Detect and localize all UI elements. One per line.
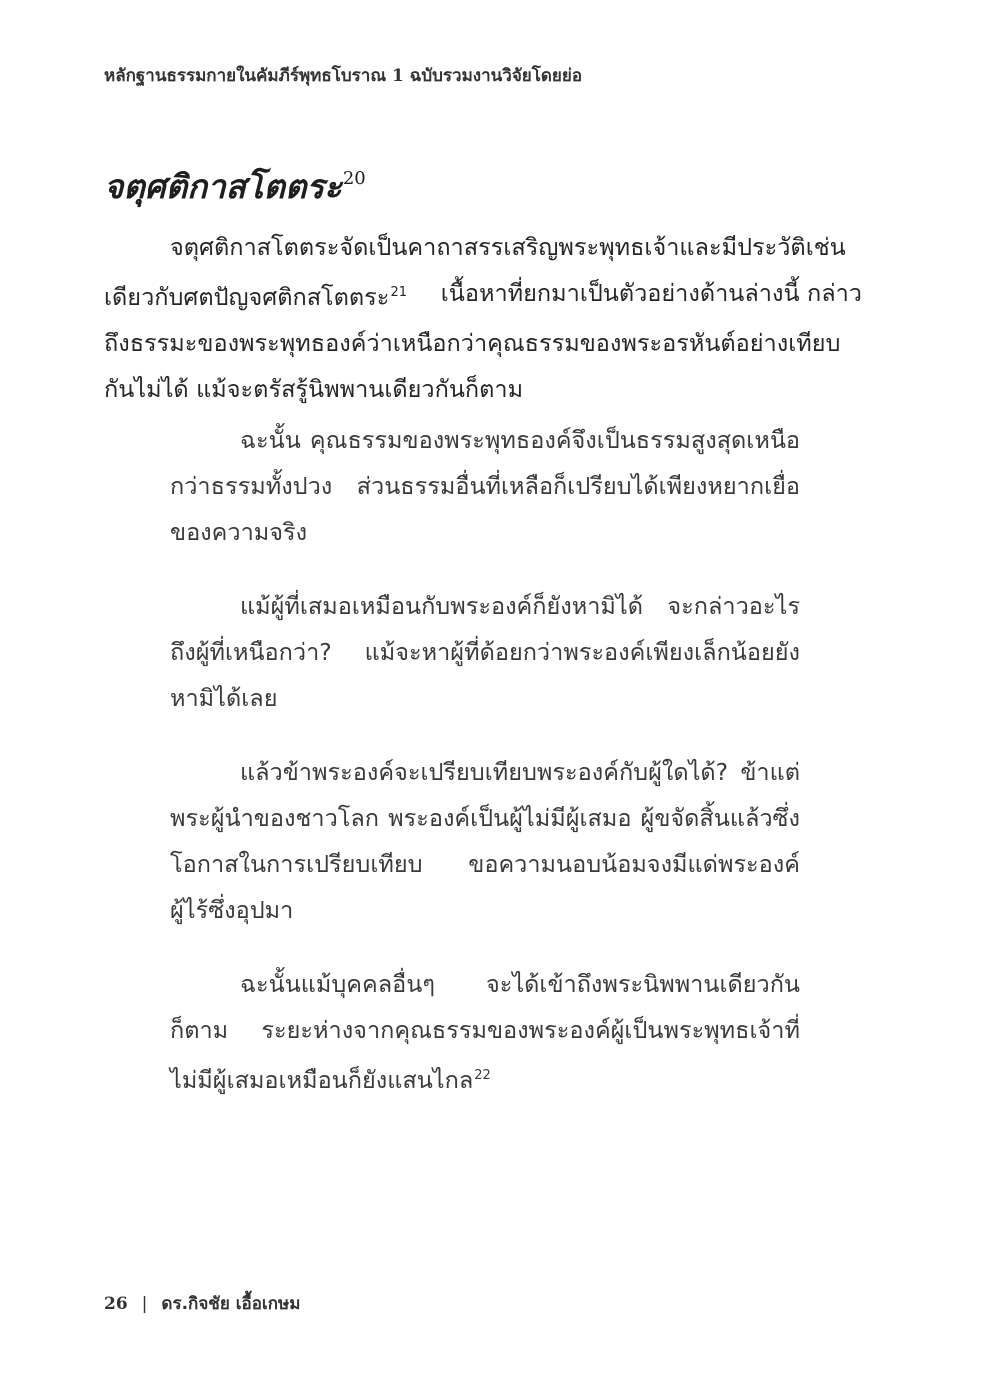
quote-line: ถึงผู้ที่เหนือกว่า? แม้จะหาผู้ที่ด้อยกว่าพระองค์เพียงเล็กน้อยยัง [170,638,800,666]
quote-line: ผู้ไร้ซึ่งอุปมา [170,896,294,924]
running-header: หลักฐานธรรมกายในคัมภีร์พุทธโบราณ 1 ฉบับรวมงานวิจัยโดยย่อ [104,66,583,86]
quote-line-text: ไม่มีผู้เสมอเหมือนก็ยังแสนไกล [170,1066,474,1094]
intro-footnote: 21 [390,285,407,300]
page-number: 26 [104,1294,128,1314]
quote-line: พระผู้นำของชาวโลก พระองค์เป็นผู้ไม่มีผู้เสมอ ผู้ขจัดสิ้นแล้วซึ่ง [170,804,800,832]
quote-line: แล้วข้าพระองค์จะเปรียบเทียบพระองค์กับผู้ใดได้? ข้าแต่ [240,758,800,786]
quote-line: ของความจริง [170,518,308,546]
page-footer [104,1290,300,1317]
section-title [104,160,366,213]
quote-line [170,1053,800,1103]
quote-block-4 [170,961,800,1103]
quote-block-2 [170,583,800,721]
quote-line: ฉะนั้น คุณธรรมของพระพุทธองค์จึงเป็นธรรมสูงสุดเหนือ [240,426,800,454]
quote-footnote: 22 [474,1068,491,1083]
intro-line-2 [104,270,862,320]
quote-line: โอกาสในการเปรียบเทียบ ขอความนอบน้อมจงมีแด่พระองค์ [170,850,800,878]
intro-line-2b: เนื้อหาที่ยกมาเป็นตัวอย่างด้านล่างนี้ กล่าว [440,279,862,307]
quote-line: กว่าธรรมทั้งปวง ส่วนธรรมอื่นที่เหลือก็เปรียบได้เพียงหยากเยื่อ [170,472,800,500]
intro-line-3: ถึงธรรมะของพระพุทธองค์ว่าเหนือกว่าคุณธรรมของพระอรหันต์อย่างเทียบ [104,329,841,357]
quote-block-3 [170,749,800,933]
quote-line: หามิได้เลย [170,684,278,712]
intro-line-4: กันไม่ได้ แม้จะตรัสรู้นิพพานเดียวกันก็ตาม [104,375,524,403]
intro-line-2a: เดียวกับศตปัญจศติกสโตตระ [104,283,390,311]
quote-block-1 [170,417,800,555]
author-name: ดร.กิจชัย เอื้อเกษม [161,1294,301,1314]
section-title-footnote: 20 [342,168,366,189]
footer-separator: | [141,1294,148,1314]
intro-paragraph [104,224,862,412]
section-title-text: จตุศติกาสโตตระ [104,167,342,206]
quote-line: ฉะนั้นแม้บุคคลอื่นๆ จะได้เข้าถึงพระนิพพานเดียวกัน [240,970,800,998]
quote-line: ก็ตาม ระยะห่างจากคุณธรรมของพระองค์ผู้เป็นพระพุทธเจ้าที่ [170,1016,800,1044]
intro-line-1: จตุศติกาสโตตระจัดเป็นคาถาสรรเสริญพระพุทธเจ้าและมีประวัติเช่น [170,233,846,261]
quote-line: แม้ผู้ที่เสมอเหมือนกับพระองค์ก็ยังหามิได้ จะกล่าวอะไร [240,592,800,620]
